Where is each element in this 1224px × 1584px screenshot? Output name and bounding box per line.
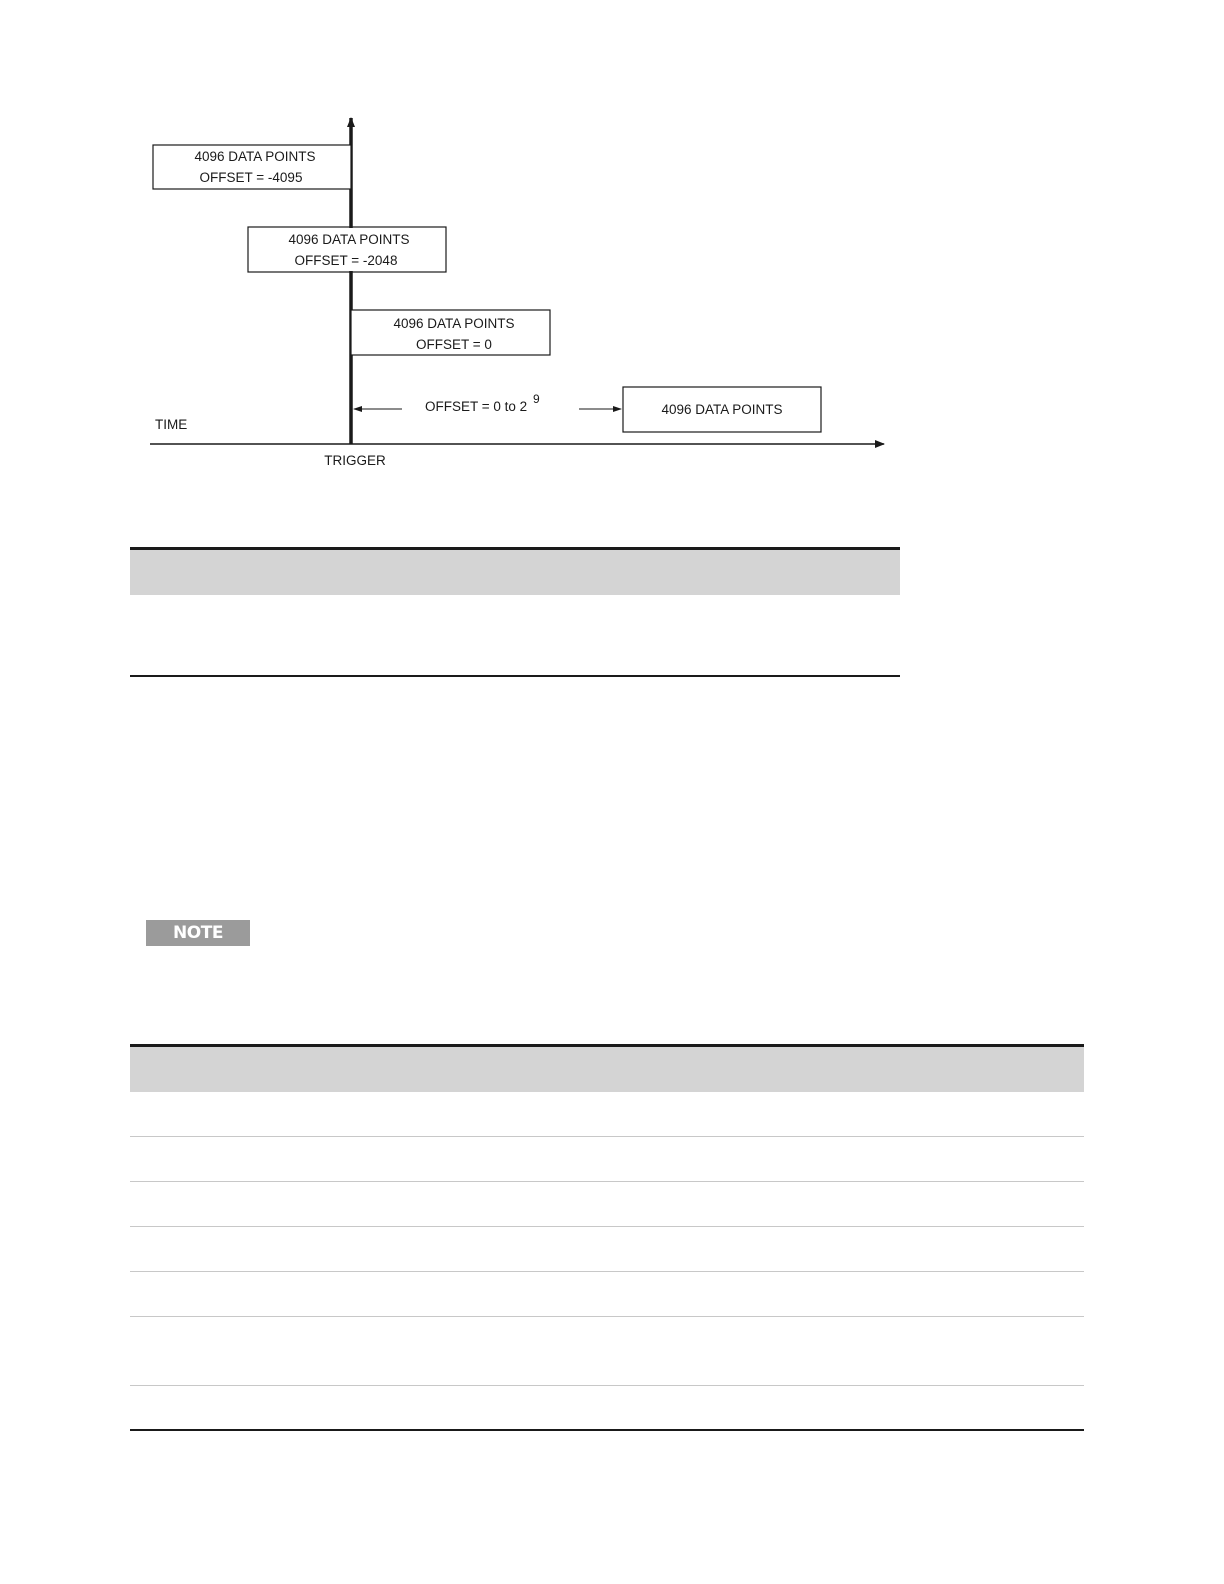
table-row bbox=[130, 1386, 1084, 1431]
table-row bbox=[130, 1182, 1084, 1227]
table-2 bbox=[130, 1044, 1084, 1431]
box2-line2: OFFSET = -2048 bbox=[294, 253, 398, 268]
trigger-label: TRIGGER bbox=[324, 453, 386, 468]
table-row bbox=[130, 595, 900, 677]
time-label: TIME bbox=[155, 417, 188, 432]
table-row bbox=[130, 1137, 1084, 1182]
table-row bbox=[130, 1227, 1084, 1272]
box3-line2: OFFSET = 0 bbox=[416, 337, 492, 352]
box2-line1: 4096 DATA POINTS bbox=[288, 232, 410, 247]
table-row bbox=[130, 1092, 1084, 1137]
note-badge: NOTE bbox=[146, 920, 250, 946]
box4-line1: 4096 DATA POINTS bbox=[661, 402, 783, 417]
table-row bbox=[130, 1317, 1084, 1386]
box1-line1: 4096 DATA POINTS bbox=[194, 149, 316, 164]
table-1 bbox=[130, 547, 900, 677]
table-row bbox=[130, 1272, 1084, 1317]
offset-diagram bbox=[0, 0, 1224, 500]
offset-range-exponent: 9 bbox=[533, 392, 540, 406]
offset-range-label: OFFSET = 0 to 2 bbox=[425, 399, 528, 414]
table-1-header bbox=[130, 547, 900, 595]
box3-line1: 4096 DATA POINTS bbox=[393, 316, 515, 331]
table-2-header bbox=[130, 1044, 1084, 1092]
box1-line2: OFFSET = -4095 bbox=[199, 170, 303, 185]
